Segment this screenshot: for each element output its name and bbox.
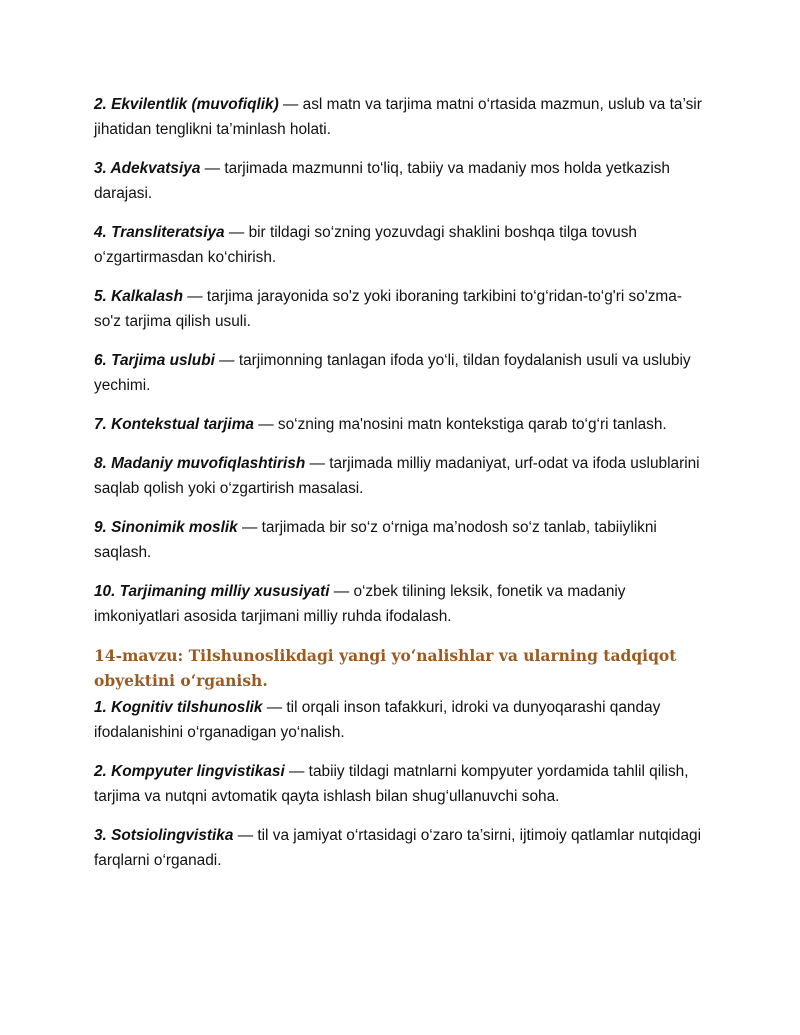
entry-definition: — til orqali inson tafakkuri, idroki va dunyoqarashi qanday ifodalanishini o‘rganadigan yo‘nalish.	[94, 699, 661, 741]
glossary-entry-milliy-xususiyat	[94, 579, 704, 629]
glossary-entry-sotsiolingvistika	[94, 823, 704, 873]
section-heading: 14-mavzu: Tilshunoslikdagi yangi yo‘nalishlar va ularning tadqiqot obyektini o‘rganish.	[94, 646, 677, 690]
entry-term: 7. Kontekstual tarjima	[94, 416, 254, 433]
entry-definition: — tarjimada milliy madaniyat, urf-odat va ifoda uslublarini saqlab qolish yoki o‘zgartirish masalasi.	[94, 455, 700, 497]
entry-definition: — asl matn va tarjima matni o‘rtasida mazmun, uslub va ta’sir jihatidan tenglikni ta’minlash holati.	[94, 96, 702, 138]
entry-term: 6. Tarjima uslubi	[94, 352, 215, 369]
glossary-entry-kalkalash	[94, 284, 704, 334]
glossary-entry-madaniy-muvofiqlashtirish	[94, 451, 704, 501]
glossary-entry-transliteratsiya	[94, 220, 704, 270]
entry-definition: — bir tildagi so‘zning yozuvdagi shaklini boshqa tilga tovush o‘zgartirmasdan ko‘chirish.	[94, 224, 637, 266]
entry-definition: — til va jamiyat o‘rtasidagi o‘zaro ta’sirni, ijtimoiy qatlamlar nutqidagi farqlarni o‘rganadi.	[94, 827, 702, 869]
entry-definition: — tabiiy tildagi matnlarni kompyuter yordamida tahlil qilish, tarjima va nutqni avtomatik qayta ishlash bilan shug‘ullanuvchi soha.	[94, 763, 689, 805]
entry-definition: — tarjimonning tanlagan ifoda yo‘li, tildan foydalanish usuli va uslubiy yechimi.	[94, 352, 691, 394]
glossary-entry-kognitiv-tilshunoslik	[94, 695, 704, 745]
glossary-entry-ekvilentlik	[94, 92, 704, 142]
entry-term: 3. Adekvatsiya	[94, 160, 201, 177]
entry-term: 3. Sotsiolingvistika	[94, 827, 234, 844]
entry-term: 10. Tarjimaning milliy xususiyati	[94, 583, 330, 600]
glossary-entry-kompyuter-lingvistikasi	[94, 759, 704, 809]
glossary-entry-kontekstual-tarjima	[94, 412, 704, 437]
entry-term: 9. Sinonimik moslik	[94, 519, 238, 536]
glossary-entry-sinonimik-moslik	[94, 515, 704, 565]
glossary-entry-adekvatsiya	[94, 156, 704, 206]
entry-definition: — tarjimada mazmunni to‘liq, tabiiy va madaniy mos holda yetkazish darajasi.	[94, 160, 670, 202]
entry-term: 5. Kalkalash	[94, 288, 183, 305]
glossary-entry-tarjima-uslubi	[94, 348, 704, 398]
entry-term: 2. Ekvilentlik (muvofiqlik)	[94, 96, 279, 113]
entry-term: 4. Transliteratsiya	[94, 224, 225, 241]
entry-definition: — o‘zbek tilining leksik, fonetik va madaniy imkoniyatlari asosida tarjimani milliy ruhda ifodalash.	[94, 583, 626, 625]
entry-term: 8. Madaniy muvofiqlashtirish	[94, 455, 306, 472]
entry-definition: — tarjima jarayonida so'z yoki iboraning tarkibini to‘g‘ridan-to‘g'ri so'zma-so'z tarjima qilish usuli.	[94, 288, 682, 330]
entry-term: 1. Kognitiv tilshunoslik	[94, 699, 263, 716]
entry-definition: — tarjimada bir so‘z o‘rniga ma’nodosh so‘z tanlab, tabiiylikni saqlash.	[94, 519, 657, 561]
entry-term: 2. Kompyuter lingvistikasi	[94, 763, 285, 780]
entry-definition: — so‘zning ma'nosini matn kontekstiga qarab to‘g‘ri tanlash.	[253, 416, 667, 433]
